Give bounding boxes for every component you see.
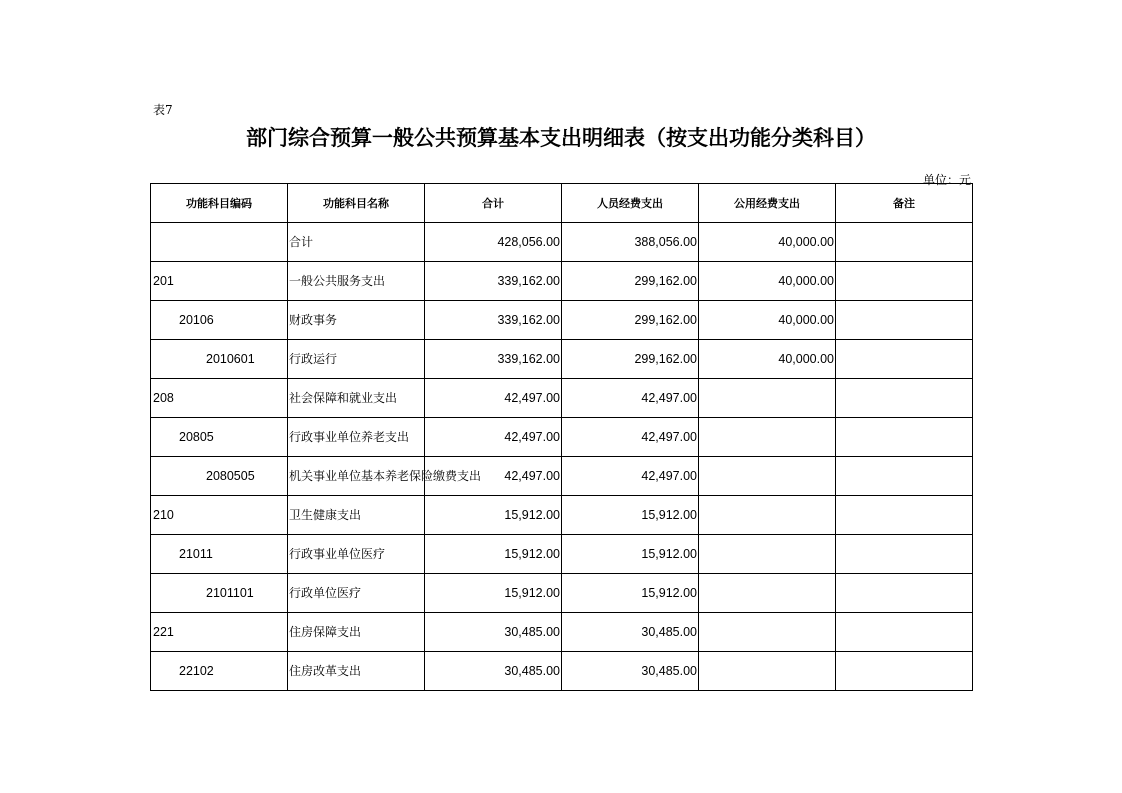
cell-public <box>699 418 836 457</box>
cell-name: 机关事业单位基本养老保险缴费支出 <box>288 457 425 496</box>
cell-code: 20106 <box>151 301 288 340</box>
cell-code: 2010601 <box>151 340 288 379</box>
cell-public <box>699 379 836 418</box>
cell-total: 42,497.00 <box>425 457 562 496</box>
cell-public: 40,000.00 <box>699 262 836 301</box>
col-header-note: 备注 <box>836 184 973 223</box>
cell-note <box>836 496 973 535</box>
cell-code: 22102 <box>151 652 288 691</box>
table-row <box>151 301 973 340</box>
cell-name: 社会保障和就业支出 <box>288 379 425 418</box>
table-number: 表7 <box>153 103 173 117</box>
cell-note <box>836 379 973 418</box>
cell-personnel: 299,162.00 <box>562 340 699 379</box>
col-header-personnel: 人员经费支出 <box>562 184 699 223</box>
col-header-public: 公用经费支出 <box>699 184 836 223</box>
cell-note <box>836 301 973 340</box>
cell-public: 40,000.00 <box>699 223 836 262</box>
cell-code: 201 <box>151 262 288 301</box>
table-row <box>151 496 973 535</box>
cell-public <box>699 574 836 613</box>
cell-name: 合计 <box>288 223 425 262</box>
cell-note <box>836 457 973 496</box>
cell-personnel: 30,485.00 <box>562 652 699 691</box>
cell-total: 339,162.00 <box>425 340 562 379</box>
cell-personnel: 42,497.00 <box>562 457 699 496</box>
page-title: 部门综合预算一般公共预算基本支出明细表（按支出功能分类科目） <box>246 126 876 150</box>
cell-name: 行政运行 <box>288 340 425 379</box>
cell-name: 住房改革支出 <box>288 652 425 691</box>
cell-public <box>699 535 836 574</box>
cell-code: 221 <box>151 613 288 652</box>
table-body <box>151 223 973 691</box>
cell-public <box>699 652 836 691</box>
table-row <box>151 457 973 496</box>
table-row <box>151 574 973 613</box>
table-row <box>151 379 973 418</box>
cell-personnel: 15,912.00 <box>562 535 699 574</box>
cell-note <box>836 613 973 652</box>
cell-code: 20805 <box>151 418 288 457</box>
cell-code: 210 <box>151 496 288 535</box>
cell-name: 住房保障支出 <box>288 613 425 652</box>
cell-note <box>836 223 973 262</box>
cell-total: 30,485.00 <box>425 652 562 691</box>
cell-public <box>699 496 836 535</box>
cell-total: 339,162.00 <box>425 301 562 340</box>
col-header-code: 功能科目编码 <box>151 184 288 223</box>
cell-total: 428,056.00 <box>425 223 562 262</box>
cell-code: 208 <box>151 379 288 418</box>
cell-total: 30,485.00 <box>425 613 562 652</box>
cell-code: 2101101 <box>151 574 288 613</box>
cell-note <box>836 652 973 691</box>
unit-label: 单位：元 <box>922 173 971 187</box>
table-row <box>151 340 973 379</box>
cell-name: 行政事业单位医疗 <box>288 535 425 574</box>
cell-name: 一般公共服务支出 <box>288 262 425 301</box>
cell-personnel: 299,162.00 <box>562 301 699 340</box>
cell-code <box>151 223 288 262</box>
table-row <box>151 613 973 652</box>
cell-note <box>836 418 973 457</box>
cell-name: 行政事业单位养老支出 <box>288 418 425 457</box>
cell-total: 15,912.00 <box>425 535 562 574</box>
cell-total: 42,497.00 <box>425 379 562 418</box>
cell-personnel: 30,485.00 <box>562 613 699 652</box>
table-header-row <box>151 184 973 223</box>
cell-note <box>836 262 973 301</box>
cell-personnel: 15,912.00 <box>562 574 699 613</box>
cell-personnel: 42,497.00 <box>562 418 699 457</box>
table-row <box>151 262 973 301</box>
cell-public <box>699 613 836 652</box>
cell-name: 行政单位医疗 <box>288 574 425 613</box>
col-header-name: 功能科目名称 <box>288 184 425 223</box>
table-row <box>151 223 973 262</box>
cell-note <box>836 535 973 574</box>
cell-personnel: 42,497.00 <box>562 379 699 418</box>
table-row <box>151 652 973 691</box>
cell-code: 2080505 <box>151 457 288 496</box>
col-header-total: 合计 <box>425 184 562 223</box>
cell-public: 40,000.00 <box>699 340 836 379</box>
cell-note <box>836 574 973 613</box>
budget-table <box>150 183 973 691</box>
cell-name: 卫生健康支出 <box>288 496 425 535</box>
cell-total: 15,912.00 <box>425 574 562 613</box>
cell-personnel: 388,056.00 <box>562 223 699 262</box>
cell-public <box>699 457 836 496</box>
table-row <box>151 535 973 574</box>
cell-total: 42,497.00 <box>425 418 562 457</box>
cell-personnel: 299,162.00 <box>562 262 699 301</box>
cell-total: 339,162.00 <box>425 262 562 301</box>
table-row <box>151 418 973 457</box>
cell-public: 40,000.00 <box>699 301 836 340</box>
cell-total: 15,912.00 <box>425 496 562 535</box>
cell-code: 21011 <box>151 535 288 574</box>
cell-personnel: 15,912.00 <box>562 496 699 535</box>
cell-note <box>836 340 973 379</box>
cell-name: 财政事务 <box>288 301 425 340</box>
